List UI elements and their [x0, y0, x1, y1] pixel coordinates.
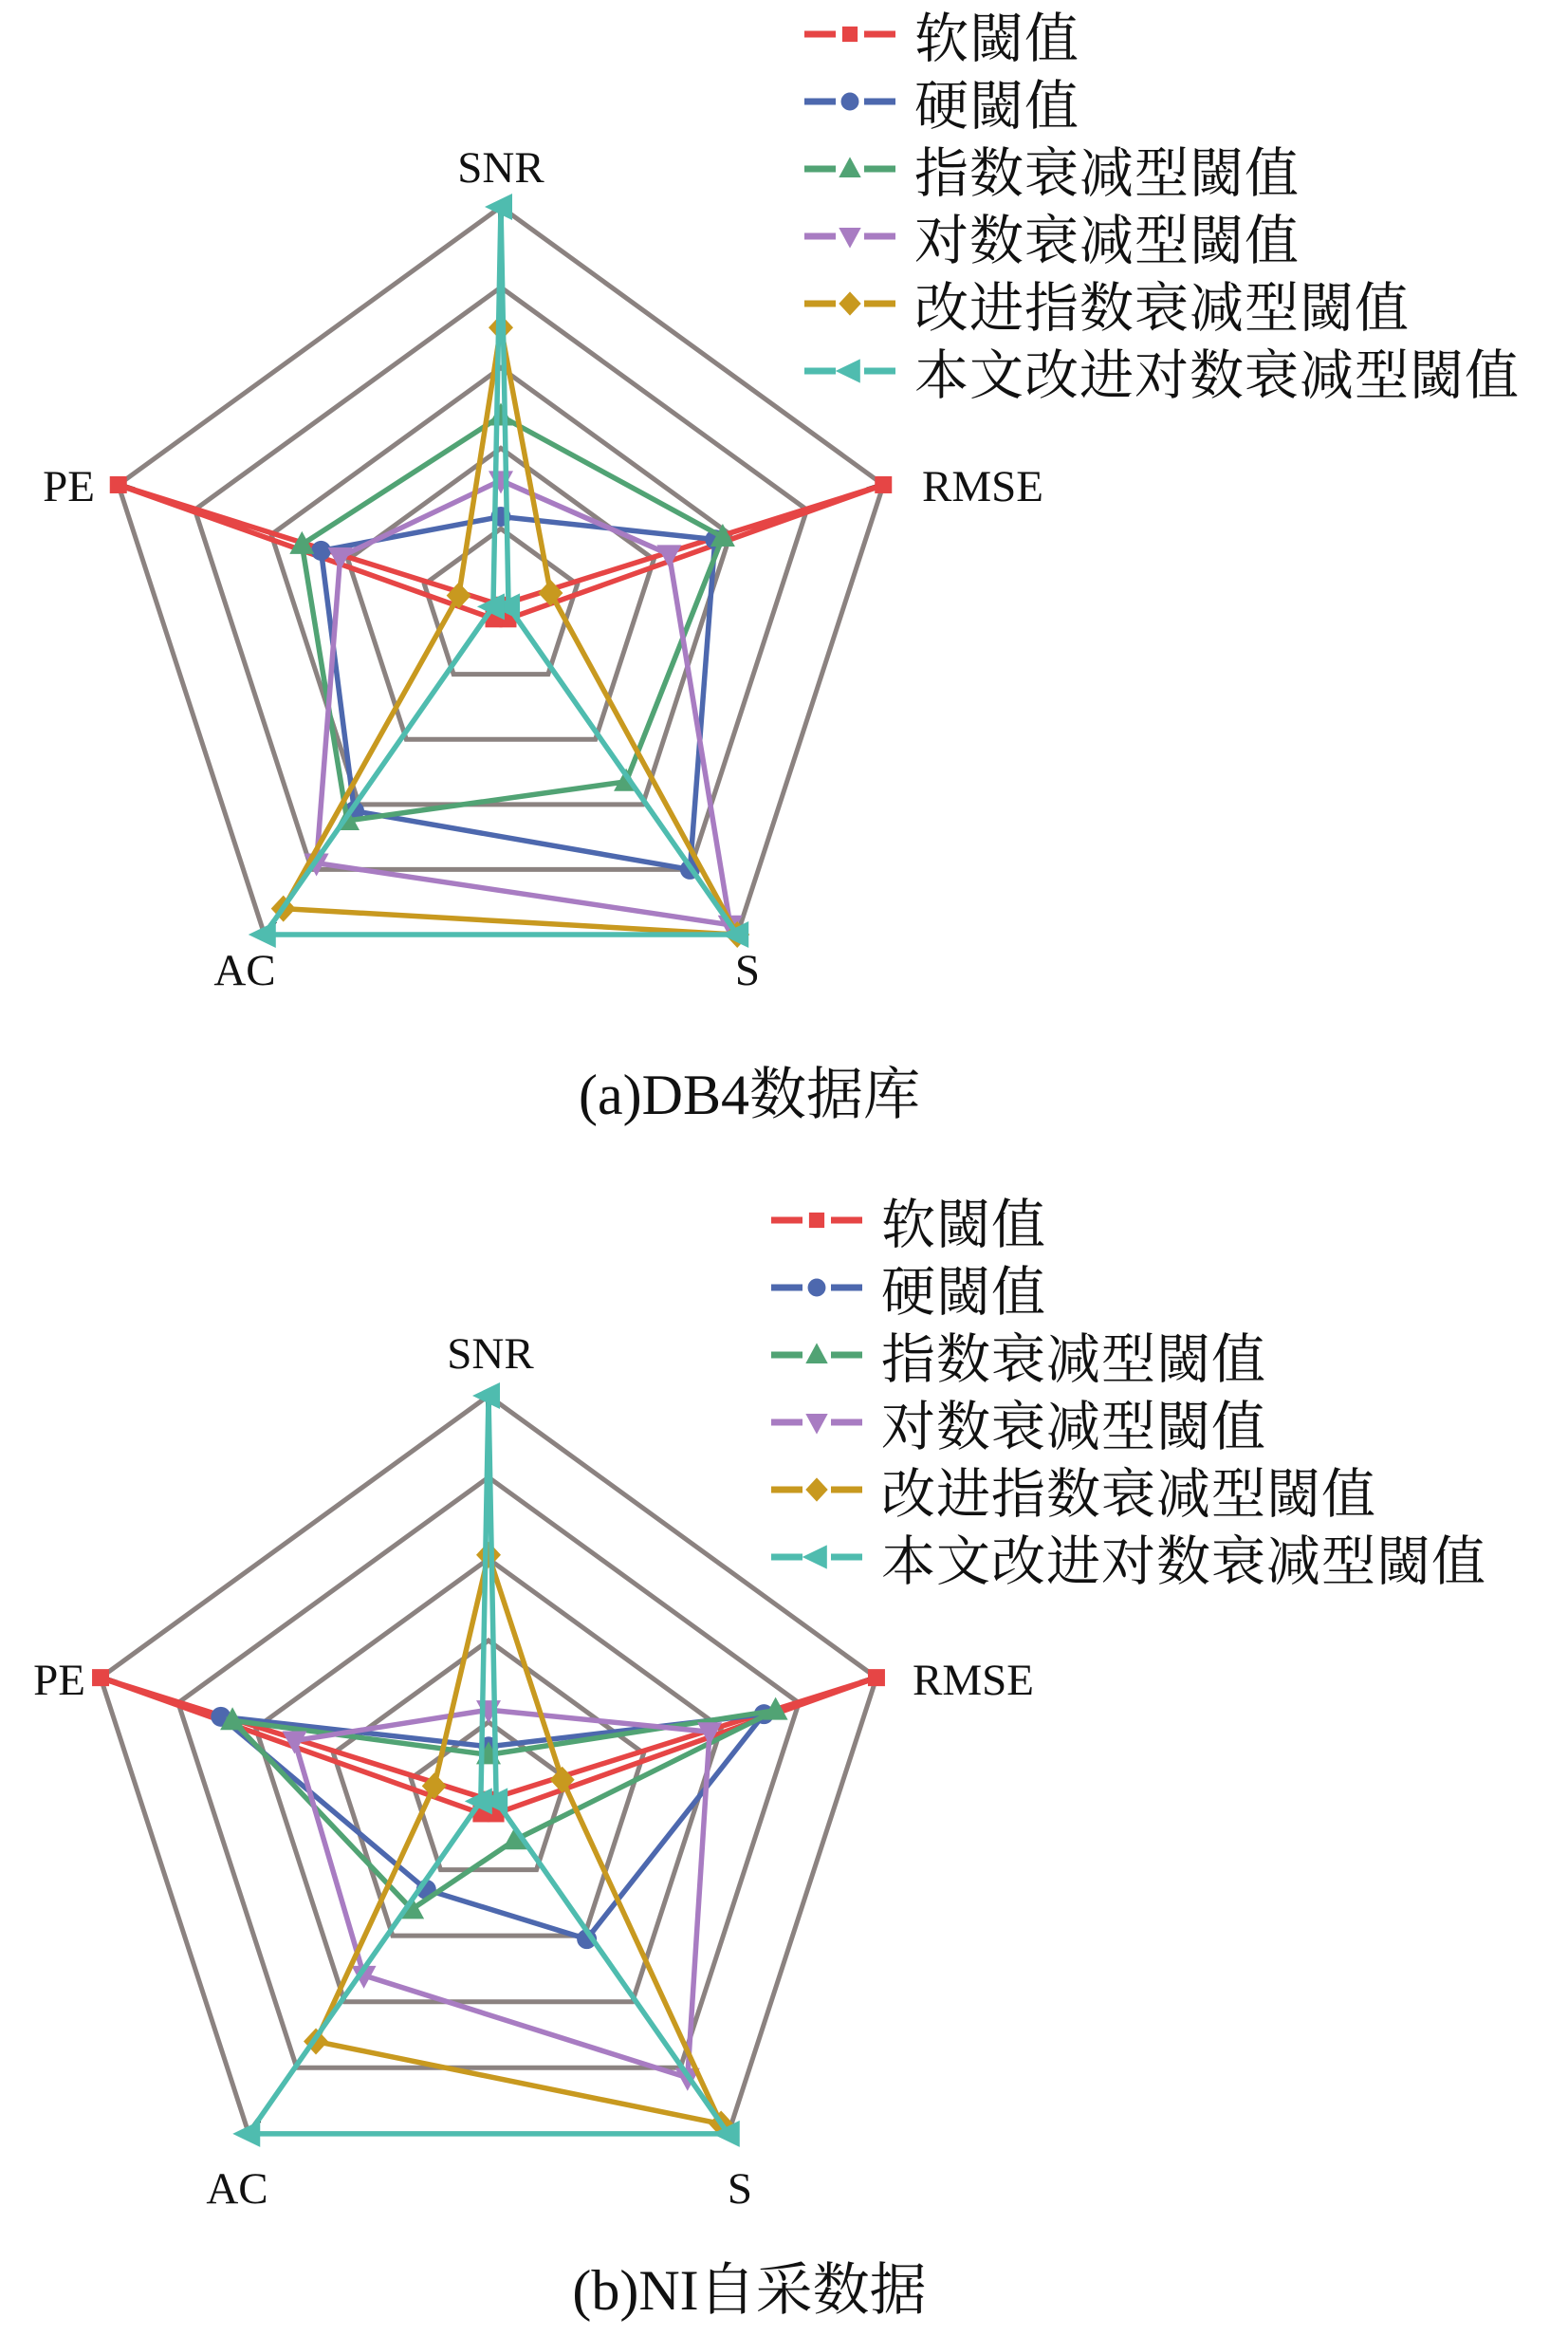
legend-item-exp [771, 1321, 1486, 1388]
legend-marker-imp-exp [839, 291, 860, 315]
legend-marker-log [839, 228, 860, 249]
legend-item-hard [804, 67, 1520, 135]
legend-triangle-down-icon [771, 1408, 862, 1437]
legend-label: 硬閾值 [914, 76, 1079, 137]
circle-marker-hard [311, 541, 331, 561]
square-marker-soft [92, 1669, 109, 1686]
legend-marker-imp-exp [805, 1477, 827, 1501]
legend-item-soft [804, 0, 1520, 67]
legend-label: 指数衰减型閾值 [914, 143, 1300, 204]
legend-label: 指数衰减型閾值 [881, 1329, 1266, 1390]
axis-label-PE: PE [43, 462, 95, 511]
legend-label: 本文改进对数衰减型閾值 [914, 345, 1520, 406]
legend-marker-hard [841, 92, 859, 110]
legend-marker-hard [808, 1278, 826, 1296]
legend-label: 改进指数衰减型閾值 [914, 278, 1410, 339]
legend-square-icon [804, 20, 895, 48]
legend-marker-soft [842, 26, 858, 41]
legend-circle-icon [804, 87, 895, 116]
axis-label-RMSE: RMSE [922, 462, 1043, 511]
legend-marker-soft [809, 1212, 824, 1227]
series-imp-log [265, 207, 737, 935]
axis-label-AC: AC [213, 946, 276, 995]
axis-label-RMSE: RMSE [913, 1656, 1034, 1705]
legend-label: 本文改进对数衰减型閾值 [881, 1531, 1486, 1592]
legend-square-icon [771, 1206, 862, 1234]
axis-label-PE: PE [33, 1656, 85, 1705]
square-marker-soft [875, 476, 892, 493]
grid-ring [333, 1641, 643, 1936]
square-marker-soft [110, 476, 127, 493]
legend-item-imp-exp [804, 269, 1520, 337]
axis-label-AC: AC [206, 2164, 268, 2214]
legend-item-log [804, 202, 1520, 269]
legend-label: 对数衰减型閾值 [914, 211, 1300, 271]
legend-label: 软閾值 [914, 9, 1079, 69]
caption-b: (b)NI自采数据 [572, 2259, 927, 2322]
legend-triangle-down-icon [804, 222, 895, 250]
legend-diamond-icon [804, 289, 895, 318]
legend-diamond-icon [771, 1475, 862, 1504]
square-marker-soft [868, 1669, 885, 1686]
legend-item-log [771, 1388, 1486, 1455]
legend-label: 改进指数衰减型閾值 [881, 1464, 1376, 1525]
axis-label-S: S [727, 2164, 753, 2214]
legend-b [771, 1186, 1486, 1590]
caption-a: (a)DB4数据库 [579, 1064, 920, 1126]
legend-item-imp-log [771, 1523, 1486, 1590]
legend-label: 对数衰减型閾值 [881, 1397, 1266, 1457]
legend-triangle-up-icon [771, 1341, 862, 1369]
legend-item-hard [771, 1253, 1486, 1321]
legend-triangle-up-icon [804, 155, 895, 183]
legend-marker-imp-log [836, 359, 860, 382]
legend-label: 硬閾值 [881, 1262, 1046, 1323]
legend-marker-exp [805, 1343, 827, 1363]
legend-circle-icon [771, 1273, 862, 1302]
series-log [295, 1710, 710, 2078]
axis-label-S: S [734, 946, 761, 995]
legend-triangle-left-icon [771, 1543, 862, 1571]
axis-label-SNR: SNR [457, 143, 544, 193]
legend-item-imp-exp [771, 1455, 1486, 1523]
axis-label-SNR: SNR [447, 1329, 534, 1379]
legend-marker-exp [839, 157, 860, 177]
legend-marker-log [805, 1414, 827, 1435]
legend-label: 软閾值 [881, 1195, 1046, 1255]
series-imp-log [249, 1396, 728, 2134]
legend-item-exp [804, 135, 1520, 202]
legend-item-imp-log [804, 337, 1520, 404]
legend-item-soft [771, 1186, 1486, 1253]
legend-marker-imp-log [802, 1545, 827, 1568]
triangle-up-marker-exp [489, 402, 513, 425]
legend-triangle-left-icon [804, 357, 895, 385]
legend-a [804, 0, 1520, 404]
